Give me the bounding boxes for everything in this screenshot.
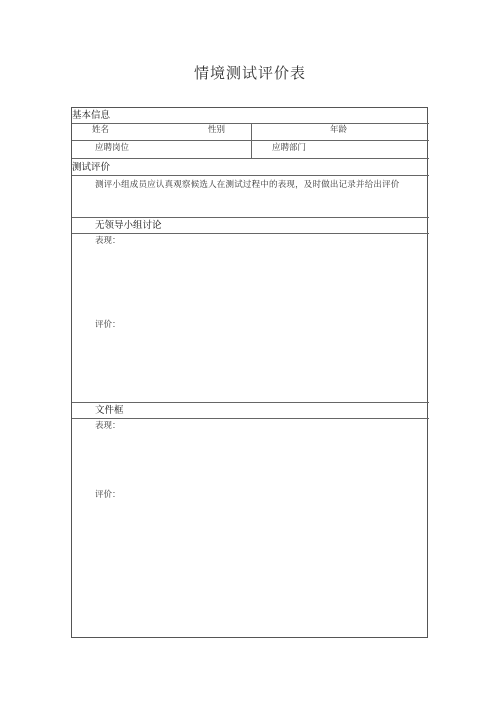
divider [72,158,429,159]
divider [72,402,429,403]
divider [72,418,429,419]
column-divider [251,123,252,158]
evaluation-heading: 测试评价 [72,162,111,173]
divider [72,175,429,176]
performance-label: 表现： [95,236,121,246]
gender-label: 性别 [208,125,226,135]
performance-label: 表现： [95,421,121,431]
section-heading: 无领导小组讨论 [95,220,162,231]
name-label: 姓名 [92,125,110,135]
section-heading: 文件框 [95,405,124,416]
evaluation-label: 评价： [95,320,121,330]
position-label: 应聘岗位 [95,143,130,153]
evaluation-label: 评价： [95,490,121,500]
divider [72,217,429,218]
department-label: 应聘部门 [272,143,307,153]
basic-info-heading: 基本信息 [72,110,111,121]
page-title: 情境测试评价表 [193,64,306,82]
age-label: 年龄 [330,125,348,135]
evaluation-instruction: 测评小组成员应认真观察候选人在测试过程中的表现，及时做出记录并给出评价 [95,180,400,190]
evaluation-form [71,107,428,638]
divider [72,233,429,234]
